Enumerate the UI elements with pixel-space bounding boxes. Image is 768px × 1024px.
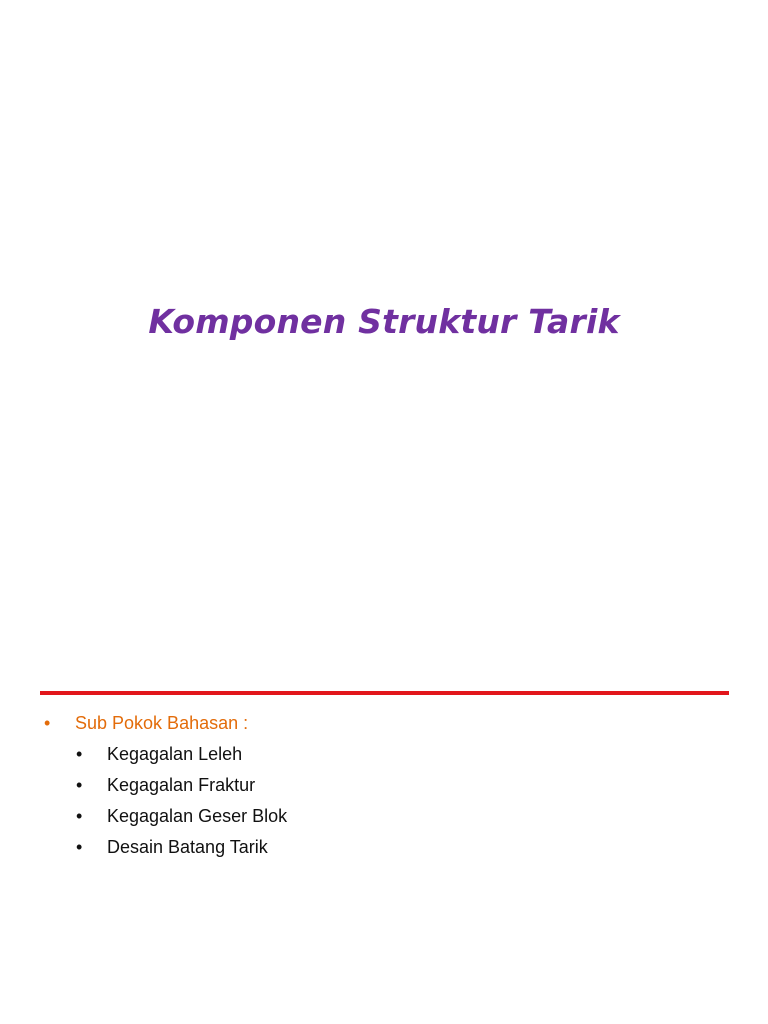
- list-item: [40, 739, 720, 770]
- list-item: [40, 801, 720, 832]
- section-heading-row: [40, 708, 720, 739]
- section-heading: Sub Pokok Bahasan :: [75, 713, 249, 733]
- bullet-icon: •: [76, 806, 83, 826]
- list-item-text: Kegagalan Fraktur: [107, 775, 256, 795]
- list-item: [40, 832, 720, 863]
- bullet-icon: •: [44, 713, 51, 733]
- bullet-icon: •: [76, 744, 83, 764]
- list-item-text: Kegagalan Geser Blok: [107, 806, 288, 826]
- divider-line: [40, 691, 729, 695]
- list-item-text: Desain Batang Tarik: [107, 837, 268, 857]
- list-item-text: Kegagalan Leleh: [107, 744, 243, 764]
- slide-title: Komponen Struktur Tarik: [148, 302, 620, 341]
- bullet-icon: •: [76, 775, 83, 795]
- list-item: [40, 770, 720, 801]
- bullet-icon: •: [76, 837, 83, 857]
- bullet-list: [40, 708, 720, 863]
